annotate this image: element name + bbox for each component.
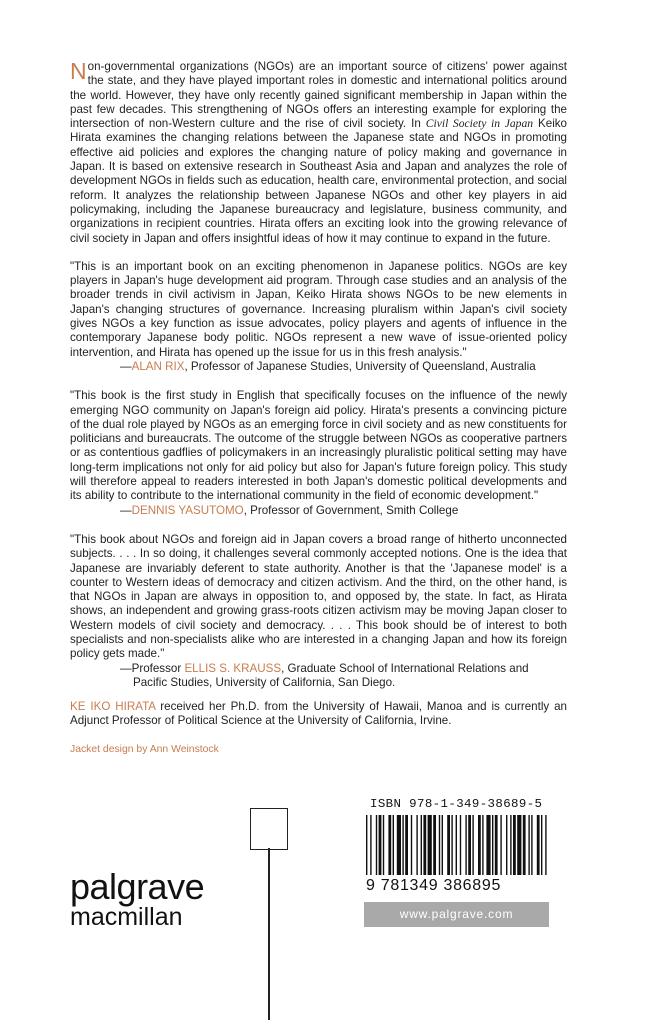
author-name: KE IKO HIRATA [70,700,156,714]
book-description [70,60,567,246]
website-url: www.palgrave.com [364,902,549,927]
logo-line2: macmillan [70,903,183,931]
endorsement-text: "This book about NGOs and foreign aid in Japan covers a broad range of hitherto unconnected subjects. . . . In so doing, it challenges several commonly accepted notions. One is the idea that Japanese are invariably deferent to state authority. Another is that the 'Japanese model' is a counter to Western ideas of democracy and citizen activism. And the third, on the other hand, is that NGOs in Japan are always in opposition to, and opposed by, the state. In fact, as Hirata shows, an independent and growing grass-roots citizen activism may be moving Japan closer to Western models of civil society and democracy. . . . This book should be of interest to both specialists and non-specialists alike who are interested in a changing Japan and how its foreign policy gets made." [70,532,567,661]
publisher-logo [70,868,204,930]
author-bio: KE IKO HIRATA received her Ph.D. from the University of Hawaii, Manoa and is currently an Adjunct Professor of Political Science at the University of California, Irvine. [70,700,567,728]
endorsement-attribution: —Professor ELLIS S. KRAUSS, Graduate School of International Relations and [120,661,529,675]
barcode-number: 9 781349 386895 [366,877,502,894]
endorsement-text: "This book is the first study in English that specifically focuses on the influence of the newly emerging NGO community on Japan's foreign aid policy. Hirata's presents a convincing picture of the dual role played by NGOs as an emerging force in civil society and as new constituents for politicians and bureaucrats. The outcome of the struggle between NGOs as cooperative partners or as contentious gadflies of policymakers in an increasingly pluralistic political setting may have long-term implications not only for aid policy but also for Japan's future foreign policy. This study will therefore appeal to readers interested in both Japan's domestic political developments and its ability to contribute to the international community in the field of economic development." [70,389,567,503]
endorsement-attribution: —DENNIS YASUTOMO, Professor of Government, Smith College [120,503,459,517]
description-part1: on-governmental organizations (NGOs) are an important source of citizens' power against the state, and they have played important roles in domestic and international politics around the world. However, they have only recently gained significant membership in Japan within the past few decades. This strengthening of NGOs offers an interesting example for exploring the intersection of non-Western culture and the rise of civil society. In [70,60,567,131]
registration-line [268,848,270,1020]
back-cover-text [70,60,567,755]
endorsement-rix [70,260,567,374]
registration-box [250,808,288,850]
endorser-name: DENNIS YASUTOMO [131,503,244,517]
endorser-name: ALAN RIX [131,359,185,373]
endorsement-attribution-line2: Pacific Studies, University of California, San Diego. [133,675,396,689]
endorsement-krauss [70,533,567,690]
logo-line1: palgrave [70,866,205,907]
jacket-credit: Jacket design by Ann Weinstock [70,743,219,755]
endorsement-yasutomo [70,389,567,518]
description-part2: Keiko Hirata examines the changing relations between the Japanese state and NGOs in promoting effective aid policies and explores the changing nature of policy making and governance in Japan. It is based on extensive research in Southeast Asia and Japan and analyzes the role of development NGOs in fields such as education, health care, environmental protection, and social reform. It analyzes the relationship between Japanese NGOs and other key players in aid policymaking, including the Japanese bureaucracy and legislature, business community, and organizations in recipient countries. Hirata offers an exciting look into the growing relevance of civil society in Japan and offers insightful ideas of how it may continue to expand in the future. [70,117,568,245]
book-title: Civil Society in Japan [425,117,534,131]
endorser-name: ELLIS S. KRAUSS [184,661,282,675]
barcode [366,815,548,875]
endorsement-attribution: —ALAN RIX, Professor of Japanese Studies, University of Queensland, Australia [120,359,536,373]
endorsement-text: "This is an important book on an exciting phenomenon in Japanese politics. NGOs are key players in Japan's huge development aid program. Through case studies and an analysis of the broader trends in civil activism in Japan, Keiko Hirata shows NGOs to be new elements in Japan's changing structures of governance. Increasing pluralism within Japan's civil society gives NGOs a key function as issue advocates, policy players and agents of influence in the contemporary Japanese body politic. NGOs represent a new wave of issue-oriented policy intervention, and Hirata has opened up the issue for us in this fresh analysis." [70,259,567,359]
drop-cap: N [70,58,87,84]
isbn-label: ISBN 978-1-349-38689-5 [370,797,543,811]
